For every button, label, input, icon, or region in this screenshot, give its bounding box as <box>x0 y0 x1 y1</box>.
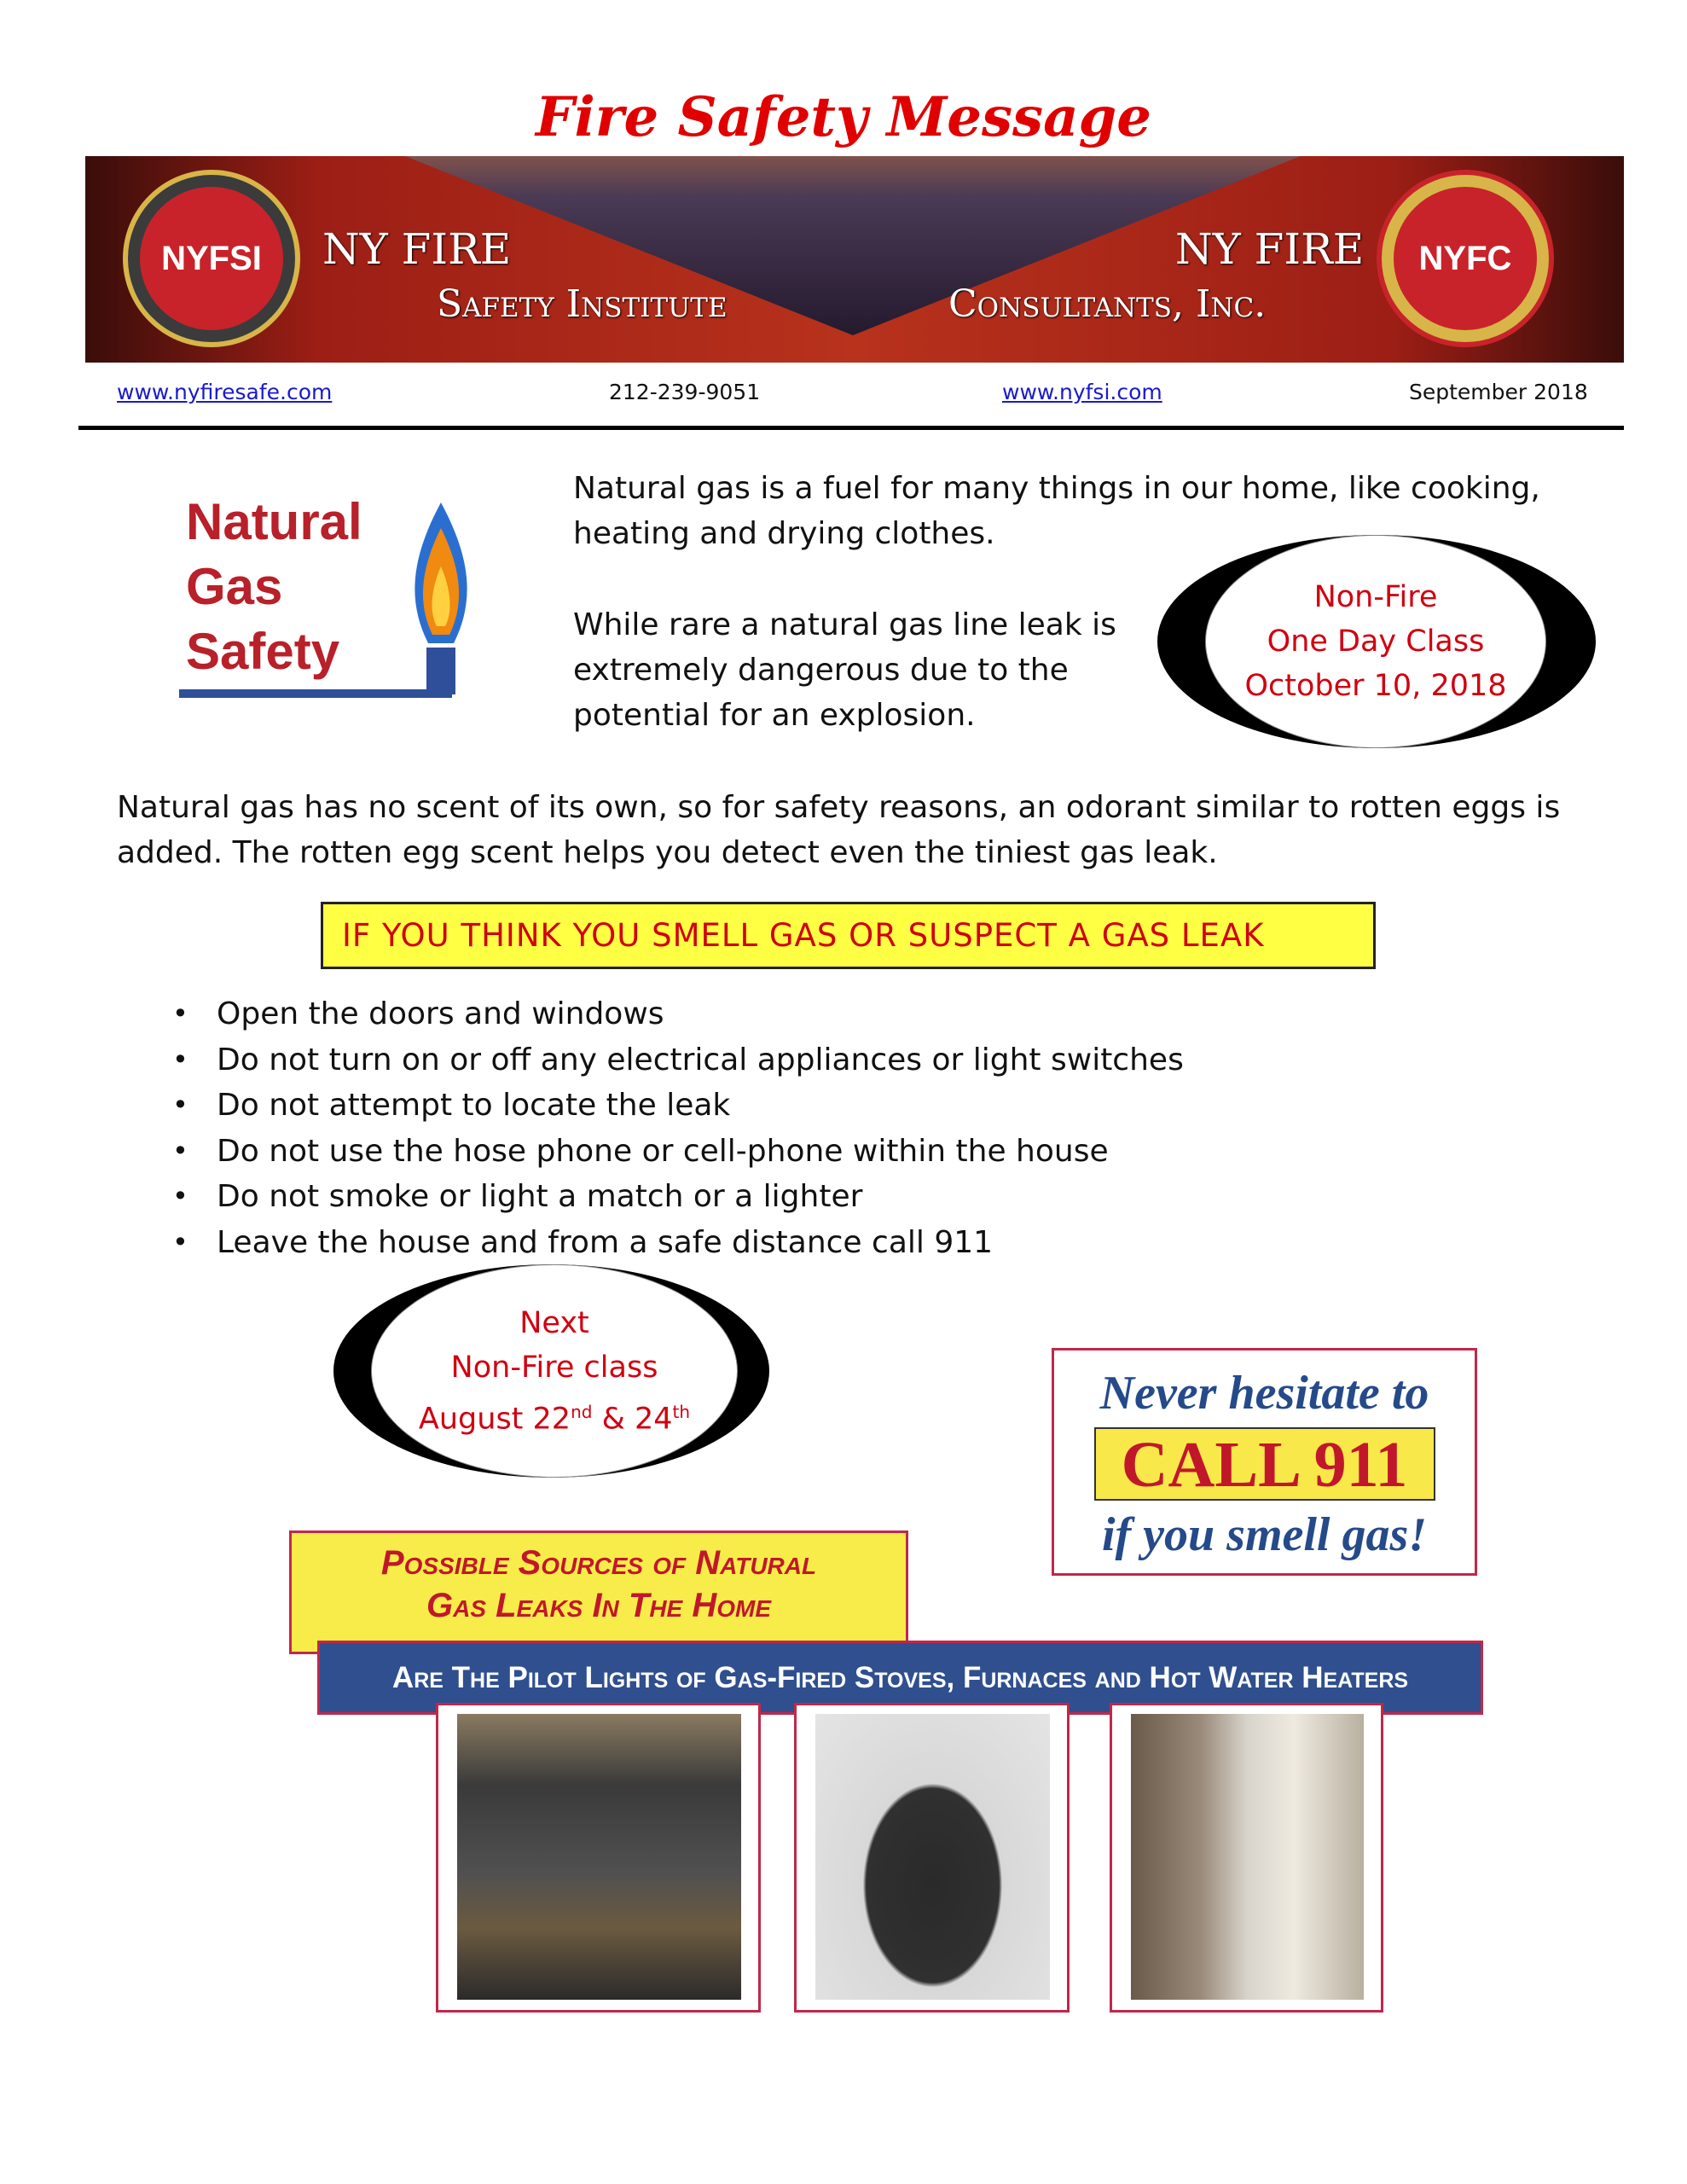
intro-paragraph-2: While rare a natural gas line leak is extremely dangerous due to the potential for an explosion. <box>573 607 1116 733</box>
scent-paragraph: Natural gas has no scent of its own, so for safety reasons, an odorant similar to rotten eggs is added. The rotten egg scent helps you detect even the tiniest gas leak. <box>117 790 1561 870</box>
sources-line: Gas Leaks In The Home <box>426 1587 772 1624</box>
nyfsi-name: NY FIRE <box>322 224 512 274</box>
stove-photo <box>457 1714 741 2000</box>
list-item: • Open the doors and windows <box>172 991 1184 1037</box>
water-heater-photo <box>1131 1714 1364 2000</box>
safety-steps-list <box>172 991 1184 1265</box>
ordinal: nd <box>571 1401 593 1422</box>
stove-photo-frame <box>436 1703 761 2013</box>
phone-number: 212-239-9051 <box>609 380 761 404</box>
ordinal: th <box>672 1401 691 1422</box>
oval-line: October 10, 2018 <box>1244 669 1507 703</box>
page-title: Fire Safety Message <box>536 85 1151 149</box>
header-divider <box>78 426 1624 430</box>
list-item: • Leave the house and from a safe distance call 911 <box>172 1220 1184 1266</box>
nyfsi-logo-text: NYFSI <box>161 239 262 277</box>
sources-line: Possible Sources of Natural <box>380 1544 817 1582</box>
nyfc-logo <box>1382 175 1549 342</box>
list-item: • Do not attempt to locate the leak <box>172 1083 1184 1129</box>
water-heater-photo-frame <box>1110 1703 1383 2013</box>
gas-leak-alert-banner: IF YOU THINK YOU SMELL GAS OR SUSPECT A GAS LEAK <box>321 902 1376 969</box>
pilot-lights-band: Are The Pilot Lights of Gas-Fired Stoves, Furnaces and Hot Water Heaters <box>317 1641 1483 1715</box>
call-line-1: Never hesitate to <box>1099 1367 1429 1420</box>
date-text: August 22 <box>418 1402 571 1437</box>
call-line-3: if you smell gas! <box>1101 1508 1428 1561</box>
oval-line <box>419 1390 690 1442</box>
flame-icon <box>403 498 479 703</box>
date-text: & 24 <box>592 1402 673 1437</box>
natural-gas-safety-logo <box>179 490 486 712</box>
intro-paragraph-1: Natural gas is a fuel for many things in our home, like cooking, heating and drying clothes. <box>573 471 1540 551</box>
nyfsi-logo <box>128 175 295 342</box>
nyfc-logo-text: NYFC <box>1418 239 1512 277</box>
nyfsi-link[interactable]: www.nyfsi.com <box>1002 380 1162 404</box>
class-date-oval <box>1157 535 1596 748</box>
nyfc-sub: Consultants, Inc. <box>948 282 1267 326</box>
list-item: • Do not smoke or light a match or a lighter <box>172 1174 1184 1220</box>
list-item: • Do not use the hose phone or cell-phone within the house <box>172 1129 1184 1175</box>
nyfiresafe-link[interactable]: www.nyfiresafe.com <box>117 380 333 404</box>
oval-line: Next <box>519 1305 589 1340</box>
call-911-box <box>1052 1348 1477 1576</box>
nyfsi-sub: Safety Institute <box>437 282 728 326</box>
logo-line: Natural <box>186 493 362 550</box>
nyfc-name: NY FIRE <box>1175 224 1365 274</box>
sources-heading <box>289 1531 908 1654</box>
list-item: • Do not turn on or off any electrical appliances or light switches <box>172 1037 1184 1083</box>
oval-line: Non-Fire class <box>450 1350 658 1385</box>
oval-line: Non-Fire <box>1313 580 1438 614</box>
next-class-oval <box>333 1264 769 1478</box>
furnace-photo <box>815 1714 1050 2000</box>
logo-line: Safety <box>186 623 340 680</box>
issue-date: September 2018 <box>1409 380 1588 404</box>
furnace-photo-frame <box>794 1703 1070 2013</box>
oval-line: One Day Class <box>1267 624 1485 659</box>
header-banner <box>85 156 1624 363</box>
call-911-text: CALL 911 <box>1094 1427 1435 1501</box>
logo-line: Gas <box>186 558 283 615</box>
